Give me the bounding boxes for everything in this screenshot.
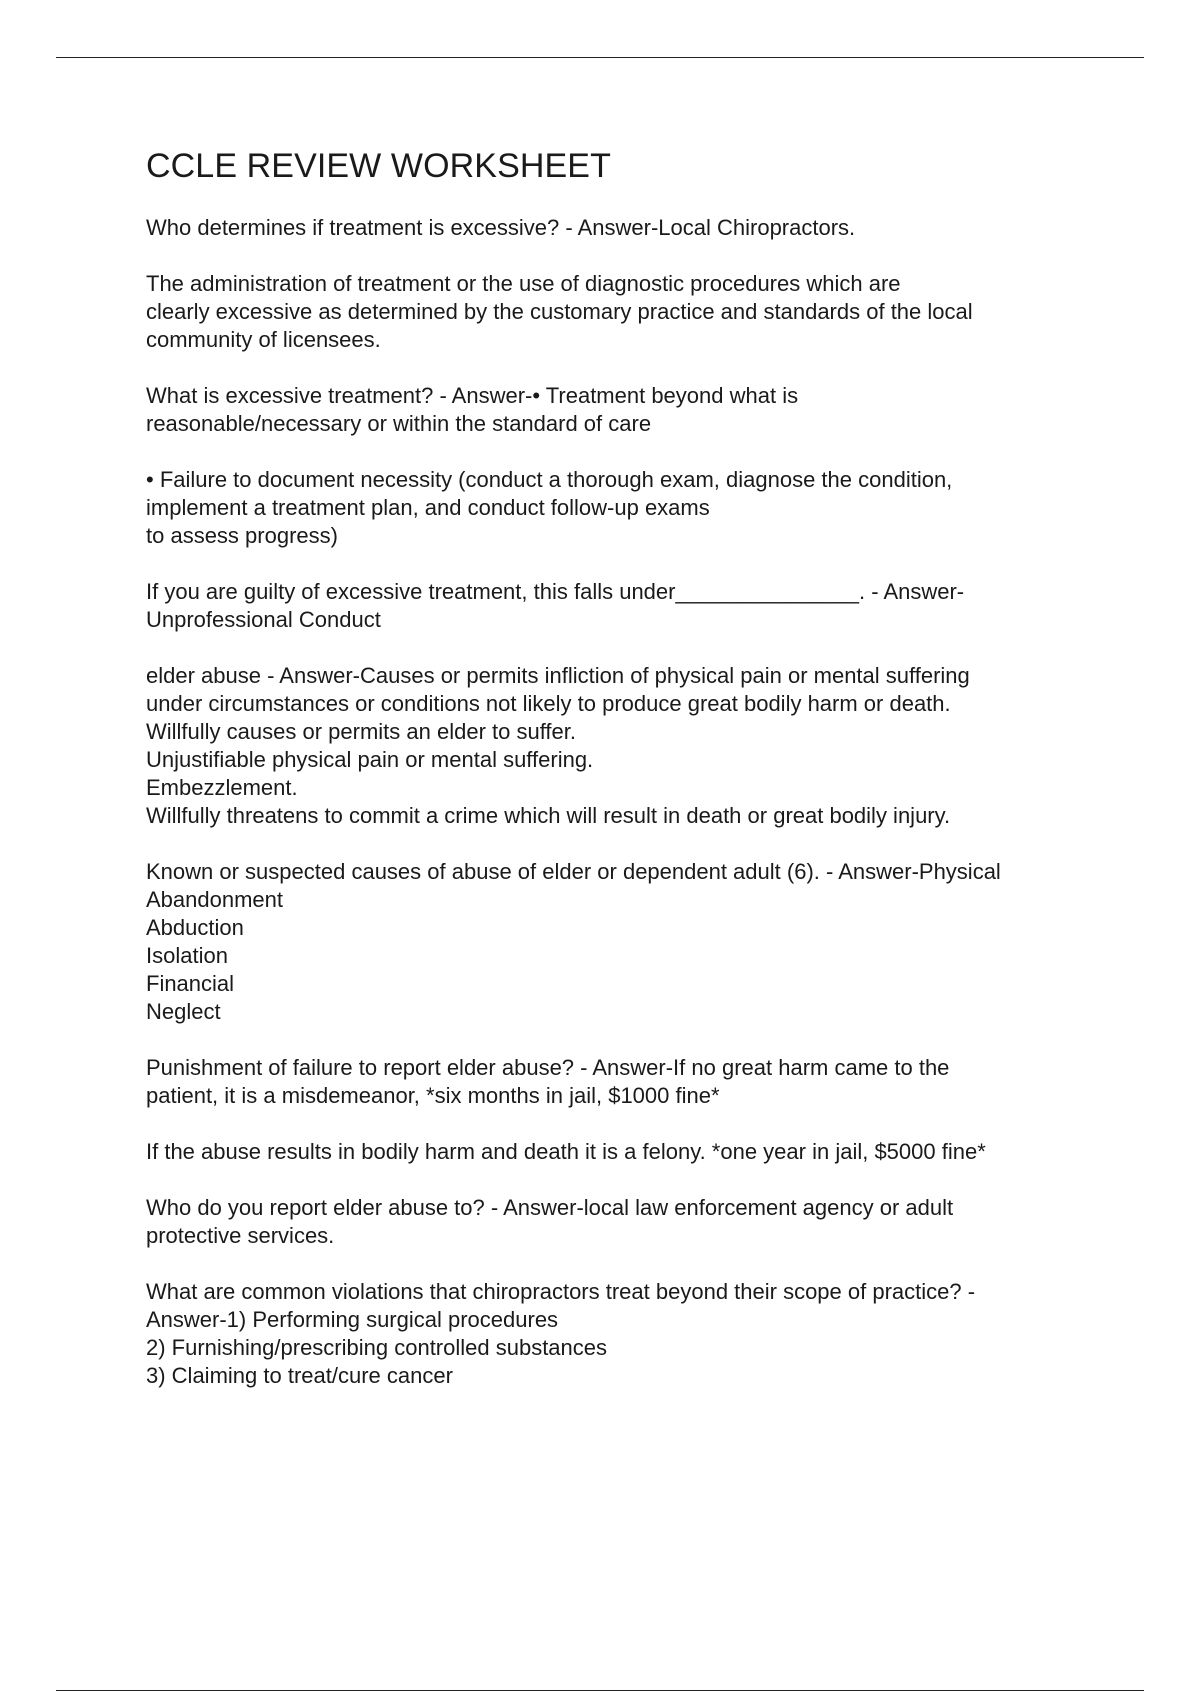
text-line: protective services. xyxy=(146,1223,335,1248)
text-line: If the abuse results in bodily harm and death it is a felony. *one year in jail, $5000 fine* xyxy=(146,1139,986,1164)
text-line: Willfully causes or permits an elder to suffer. xyxy=(146,719,576,744)
qa-block-1 xyxy=(146,214,1106,242)
text-line: patient, it is a misdemeanor, *six months in jail, $1000 fine* xyxy=(146,1083,720,1108)
text-line: elder abuse - Answer-Causes or permits infliction of physical pain or mental suffering xyxy=(146,663,970,688)
document-title: CCLE REVIEW WORKSHEET xyxy=(146,147,611,185)
text-line: Abduction xyxy=(146,915,244,940)
text-line: Known or suspected causes of abuse of elder or dependent adult (6). - Answer-Physical xyxy=(146,859,1001,884)
text-line: Isolation xyxy=(146,943,228,968)
text-line: community of licensees. xyxy=(146,327,381,352)
qa-block-4 xyxy=(146,466,1106,550)
document-body xyxy=(146,140,1106,1418)
text-line: under circumstances or conditions not likely to produce great bodily harm or death. xyxy=(146,691,951,716)
qa-block-9 xyxy=(146,1138,1106,1166)
text-line: Who determines if treatment is excessive? - Answer-Local Chiropractors. xyxy=(146,215,856,240)
top-rule xyxy=(56,57,1144,58)
bottom-rule xyxy=(56,1690,1144,1691)
text-line: 3) Claiming to treat/cure cancer xyxy=(146,1363,453,1388)
text-line: reasonable/necessary or within the standard of care xyxy=(146,411,652,436)
text-line: Unjustifiable physical pain or mental suffering. xyxy=(146,747,594,772)
text-line: What are common violations that chiropractors treat beyond their scope of practice? - xyxy=(146,1279,976,1304)
text-line: • Failure to document necessity (conduct a thorough exam, diagnose the condition, xyxy=(146,467,953,492)
text-line: Financial xyxy=(146,971,235,996)
text-line: If you are guilty of excessive treatment, this falls under_______________. - Answer- xyxy=(146,579,965,604)
text-line: Unprofessional Conduct xyxy=(146,607,381,632)
qa-block-3 xyxy=(146,382,1106,438)
text-line: 2) Furnishing/prescribing controlled substances xyxy=(146,1335,608,1360)
text-line: to assess progress) xyxy=(146,523,338,548)
text-line: The administration of treatment or the use of diagnostic procedures which are xyxy=(146,271,901,296)
qa-block-11 xyxy=(146,1278,1106,1390)
qa-block-5 xyxy=(146,578,1106,634)
qa-block-6 xyxy=(146,662,1106,830)
qa-block-10 xyxy=(146,1194,1106,1250)
qa-block-7 xyxy=(146,858,1106,1026)
text-line: clearly excessive as determined by the customary practice and standards of the local xyxy=(146,299,973,324)
text-line: Willfully threatens to commit a crime which will result in death or great bodily injury. xyxy=(146,803,951,828)
text-line: implement a treatment plan, and conduct follow-up exams xyxy=(146,495,710,520)
text-line: Neglect xyxy=(146,999,221,1024)
qa-block-2 xyxy=(146,270,1106,354)
text-line: Abandonment xyxy=(146,887,283,912)
text-line: Punishment of failure to report elder abuse? - Answer-If no great harm came to the xyxy=(146,1055,950,1080)
text-line: Who do you report elder abuse to? - Answer-local law enforcement agency or adult xyxy=(146,1195,954,1220)
qa-block-8 xyxy=(146,1054,1106,1110)
text-line: Embezzlement. xyxy=(146,775,298,800)
text-line: Answer-1) Performing surgical procedures xyxy=(146,1307,559,1332)
text-line: What is excessive treatment? - Answer-• Treatment beyond what is xyxy=(146,383,799,408)
